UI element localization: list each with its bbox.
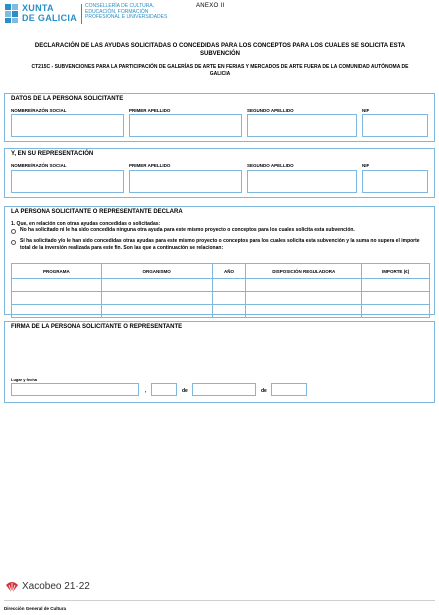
- name-label: NOMBRE/RAZÓN SOCIAL: [11, 108, 67, 113]
- col-disposicion: DISPOSICIÓN REGULADORA: [246, 264, 362, 279]
- table-cell[interactable]: [246, 279, 362, 292]
- rep-second-surname-input[interactable]: [247, 170, 357, 193]
- table-cell[interactable]: [212, 279, 246, 292]
- footer-divider: [4, 600, 435, 601]
- rep-name-label: NOMBRE/RAZÓN SOCIAL: [11, 163, 67, 168]
- rep-second-surname-label: SEGUNDO APELLIDO: [247, 163, 294, 168]
- xunta-emblem-icon: [4, 3, 19, 24]
- page-subtitle: CT215C - SUBVENCIONES PARA LA PARTICIPACIÓN DE GALERÍAS DE ARTE EN FERIAS Y MERCADOS DE ARTE FUERA DE LA COMUNIDAD AUTÓNOMA DE GALICIA: [31, 64, 409, 77]
- de-text-2: de: [261, 388, 267, 394]
- table-cell[interactable]: [101, 279, 212, 292]
- directorate-name: Dirección General de Cultura: [4, 606, 67, 611]
- table-cell[interactable]: [101, 305, 212, 318]
- department-name: CONSELLERÍA DE CULTURA, EDUCACIÓN, FORMACIÓN PROFESIONAL E UNIVERSIDADES: [85, 3, 168, 20]
- page-title: DECLARACIÓN DE LAS AYUDAS SOLICITADAS O CONCEDIDAS PARA LOS CONCEPTOS PARA LOS CUALES SE SOLICITA ESTA SUBVENCIÓN: [34, 43, 406, 57]
- de-text-1: de: [182, 388, 188, 394]
- rep-name-input[interactable]: [11, 170, 124, 193]
- xacobeo-logo: [5, 580, 125, 594]
- table-cell[interactable]: [246, 292, 362, 305]
- applicant-nif-input[interactable]: [362, 114, 428, 137]
- col-programa: PROGRAMA: [12, 264, 102, 279]
- xacobeo-shell-icon: [5, 580, 19, 594]
- applicant-second-surname-input[interactable]: [247, 114, 357, 137]
- aid-table-header: [12, 264, 430, 279]
- logo-line-1: XUNTA: [22, 3, 54, 13]
- declaration-section: [4, 206, 435, 315]
- representative-section: [4, 148, 435, 198]
- logo-divider: [81, 4, 82, 24]
- col-organismo: ORGANISMO: [101, 264, 212, 279]
- col-ano: AÑO: [212, 264, 246, 279]
- applicant-section: [4, 93, 435, 142]
- rep-first-surname-label: PRIMER APELLIDO: [129, 163, 171, 168]
- applicant-name-input[interactable]: [11, 114, 124, 137]
- second-surname-label: SEGUNDO APELLIDO: [247, 108, 294, 113]
- table-cell[interactable]: [12, 305, 102, 318]
- rep-first-surname-input[interactable]: [129, 170, 242, 193]
- year-input[interactable]: [271, 383, 307, 396]
- nif-label: NIF: [362, 108, 370, 113]
- table-cell[interactable]: [212, 292, 246, 305]
- rep-nif-input[interactable]: [362, 170, 428, 193]
- aid-table: [11, 263, 430, 318]
- annex-label: ANEXO II: [196, 3, 225, 9]
- table-cell[interactable]: [101, 292, 212, 305]
- table-cell[interactable]: [362, 292, 430, 305]
- table-cell[interactable]: [362, 305, 430, 318]
- option-no-aid-radio[interactable]: [11, 229, 16, 234]
- signature-section-title: FIRMA DE LA PERSONA SOLICITANTE O REPRESENTANTE: [11, 324, 183, 330]
- representative-section-title: Y, EN SU REPRESENTACIÓN: [11, 151, 94, 157]
- logo-line-2: DE GALICIA: [22, 13, 78, 23]
- place-input[interactable]: [11, 383, 139, 396]
- table-cell[interactable]: [12, 279, 102, 292]
- table-row: [12, 292, 430, 305]
- option-other-aid-text: Sí ha solicitado y/o le han sido concedidas otras ayudas para este mismo proyecto o conceptos para los cuales solicita esta subvención y la suma no supera el importe total de la inversión realizada para este fin. Son las que a continuación se relacionan:: [20, 238, 420, 251]
- applicant-section-title: DATOS DE LA PERSONA SOLICITANTE: [11, 96, 124, 102]
- applicant-first-surname-input[interactable]: [129, 114, 242, 137]
- day-input[interactable]: [151, 383, 177, 396]
- table-row: [12, 305, 430, 318]
- xunta-logo: [4, 3, 172, 25]
- table-cell[interactable]: [12, 292, 102, 305]
- table-row: [12, 279, 430, 292]
- declaration-section-title: LA PERSONA SOLICITANTE O REPRESENTANTE DECLARA: [11, 209, 183, 215]
- place-date-label: Lugar y fecha: [11, 377, 38, 382]
- table-cell[interactable]: [212, 305, 246, 318]
- table-cell[interactable]: [246, 305, 362, 318]
- xacobeo-text: Xacobeo 21·22: [22, 581, 90, 592]
- declaration-question: 1. Que, en relación con otras ayudas concedidas o solicitadas:: [11, 221, 161, 227]
- table-cell[interactable]: [362, 279, 430, 292]
- signature-section: [4, 321, 435, 403]
- option-other-aid-radio[interactable]: [11, 240, 16, 245]
- month-input[interactable]: [192, 383, 256, 396]
- comma-separator: ,: [145, 388, 147, 394]
- rep-nif-label: NIF: [362, 163, 370, 168]
- first-surname-label: PRIMER APELLIDO: [129, 108, 171, 113]
- col-importe: IMPORTE (€): [362, 264, 430, 279]
- option-no-aid-text: No ha solicitado ni le ha sido concedida ninguna otra ayuda para este mismo proyecto o conceptos para los cuales solicita esta subvención.: [20, 227, 355, 233]
